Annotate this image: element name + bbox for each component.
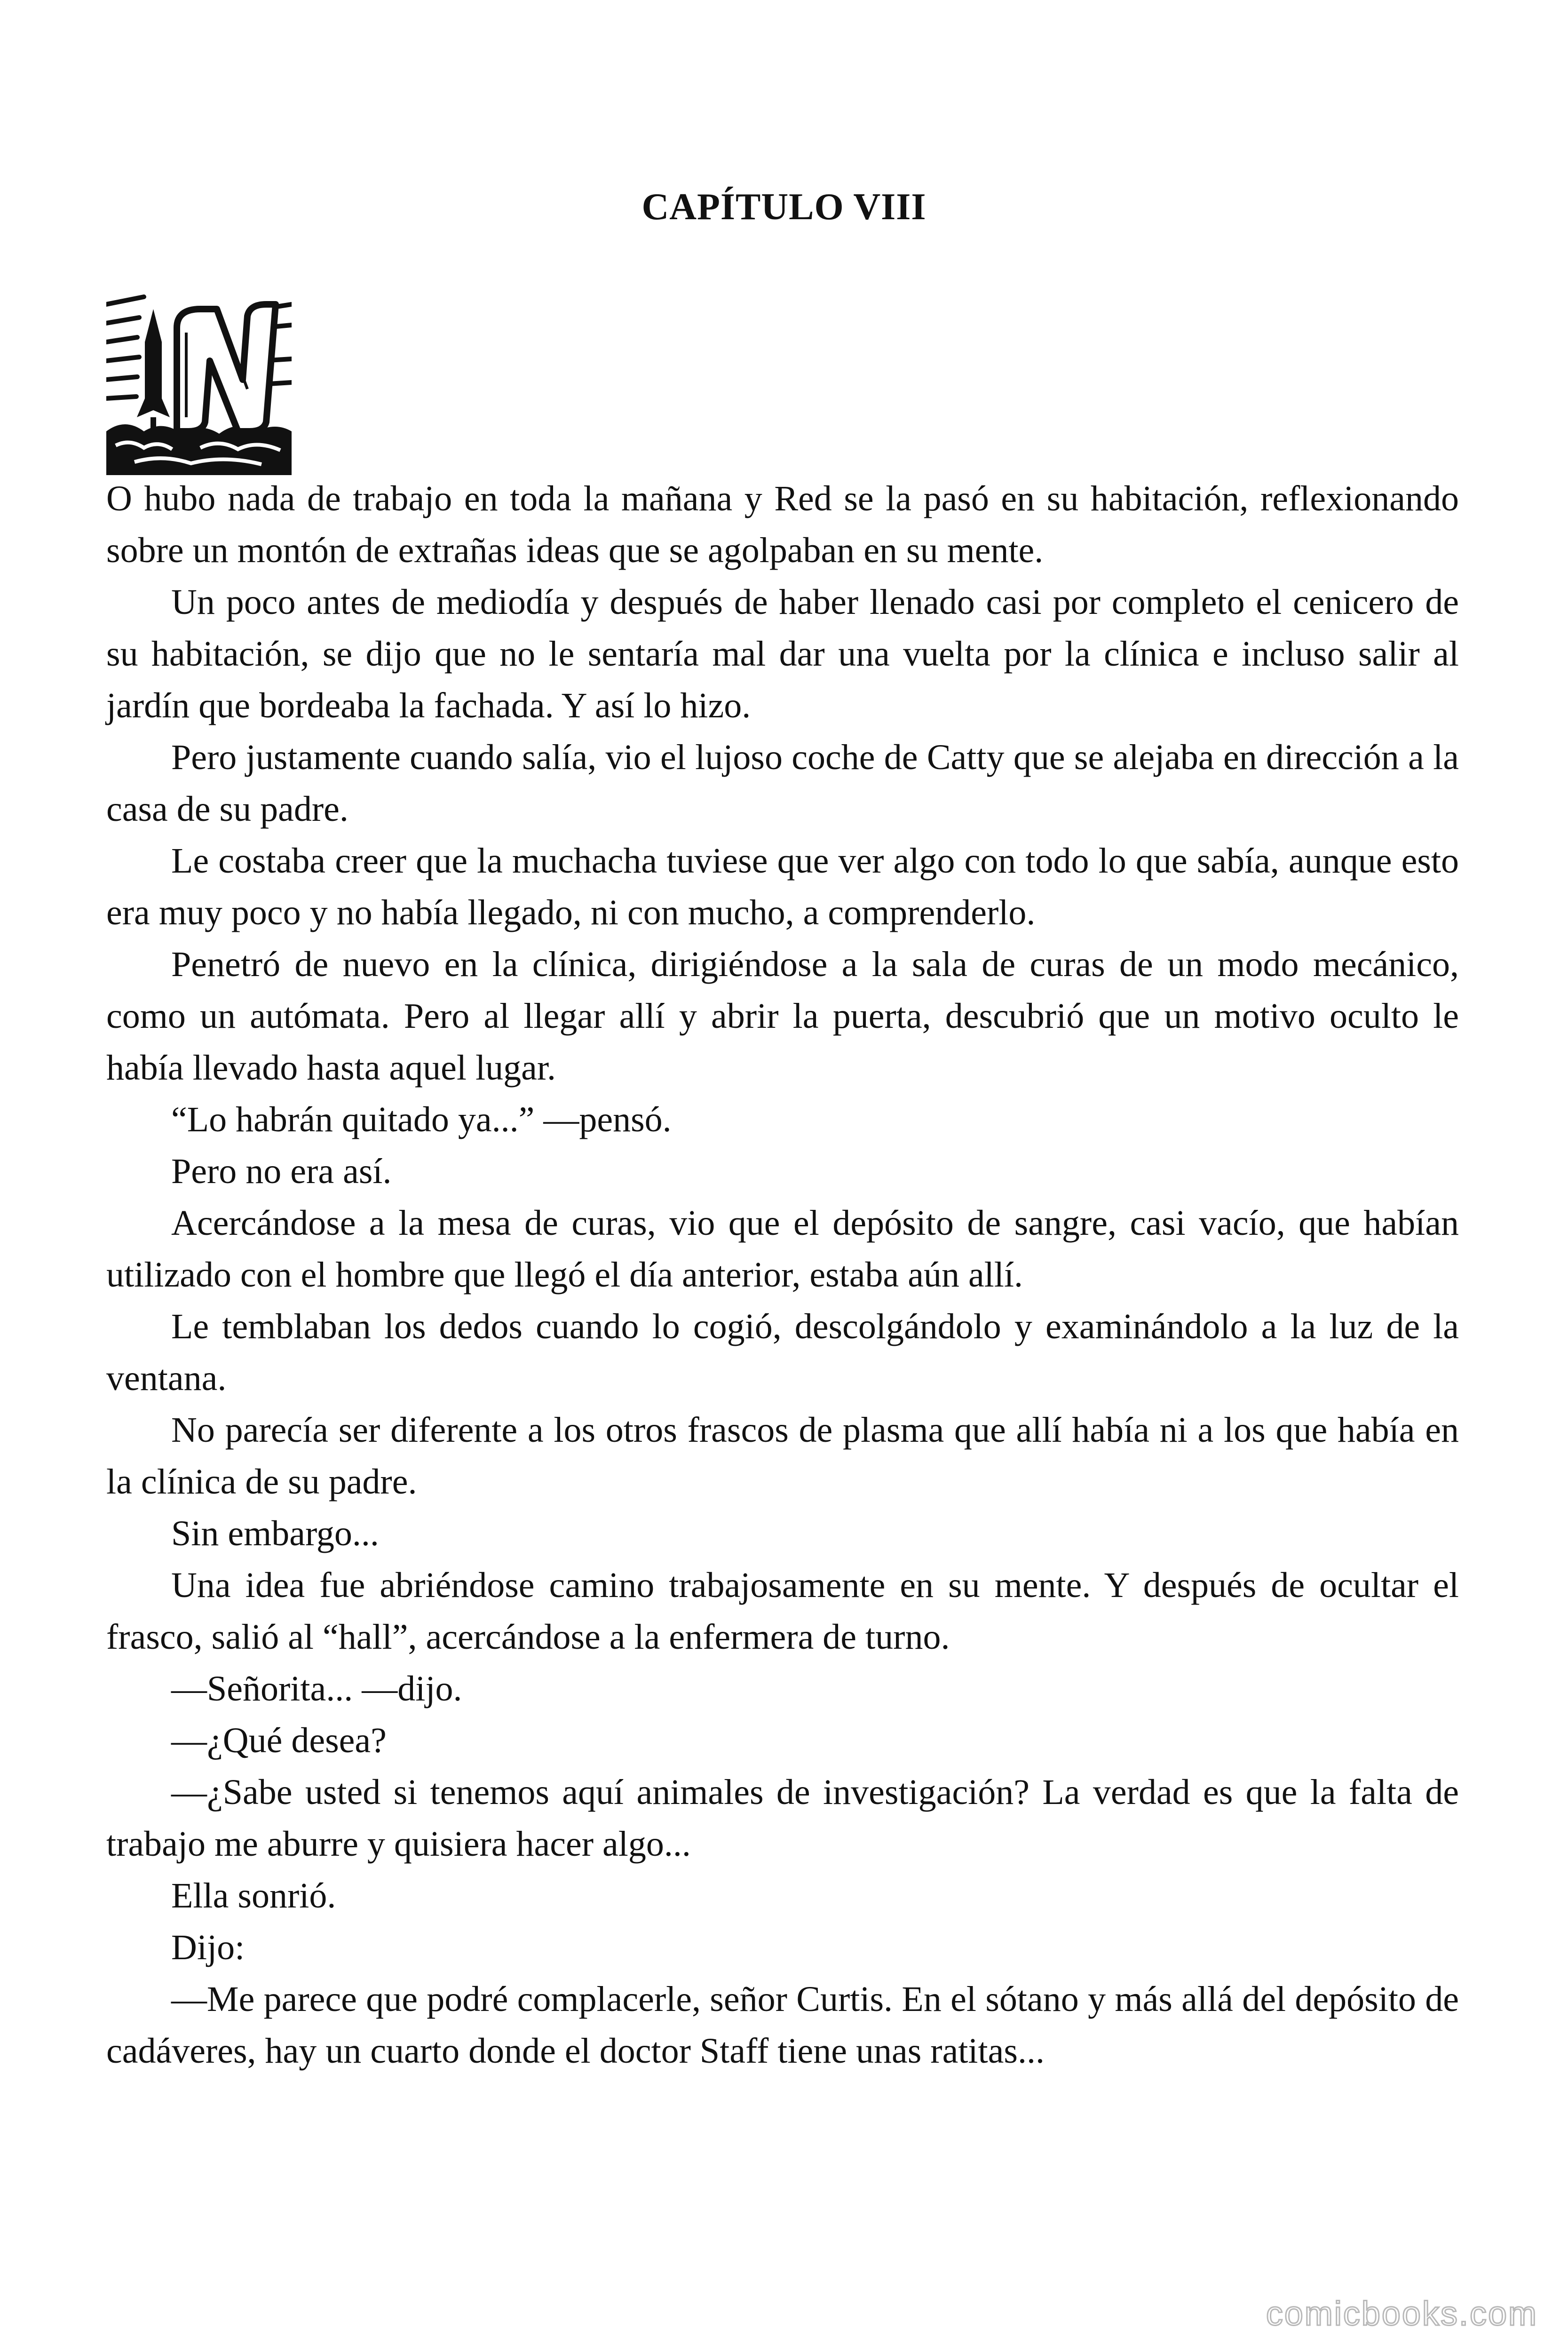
watermark: comicbooks.com xyxy=(1266,2295,1538,2333)
paragraph: Un poco antes de mediodía y después de haber llenado casi por completo el cenicero de su habitación, se dijo que no le sentaría mal dar una vuelta por la clínica e incluso salir al jardín que bordeaba la fachada. Y así lo hizo. xyxy=(106,582,1459,725)
paragraph: O hubo nada de trabajo en toda la mañana y Red se la pasó en su habitación, reflexionando sobre un montón de extrañas ideas que se agolpaban en su mente. xyxy=(106,479,1459,570)
paragraph: Sin embargo... xyxy=(171,1514,379,1553)
paragraph: —¿Sabe usted si tenemos aquí animales de investigación? La verdad es que la falta de trabajo me aburre y quisiera hacer algo... xyxy=(106,1772,1459,1864)
paragraph: Una idea fue abriéndose camino trabajosamente en su mente. Y después de ocultar el frasco, salió al “hall”, acercándose a la enfermera de turno. xyxy=(106,1565,1459,1657)
paragraph: —Me parece que podré complacerle, señor Curtis. En el sótano y más allá del depósito de cadáveres, hay un cuarto donde el doctor Staff tiene unas ratitas... xyxy=(106,1979,1459,2071)
paragraph: Le costaba creer que la muchacha tuviese que ver algo con todo lo que sabía, aunque esto era muy poco y no había llegado, ni con mucho, a comprenderlo. xyxy=(106,841,1459,932)
paragraph: “Lo habrán quitado ya...” —pensó. xyxy=(171,1100,672,1139)
paragraph: Pero justamente cuando salía, vio el lujoso coche de Catty que se alejaba en dirección a la casa de su padre. xyxy=(106,738,1459,829)
drop-cap-rocket-illustration xyxy=(106,290,292,475)
paragraph: Acercándose a la mesa de curas, vio que el depósito de sangre, casi vacío, que habían utilizado con el hombre que llegó el día anterior, estaba aún allí. xyxy=(106,1203,1459,1295)
paragraph: Dijo: xyxy=(171,1928,245,1967)
paragraph: Le temblaban los dedos cuando lo cogió, descolgándolo y examinándolo a la luz de la ventana. xyxy=(106,1307,1459,1398)
chapter-title: CAPÍTULO VIII xyxy=(641,186,927,228)
paragraph: Penetró de nuevo en la clínica, dirigiéndose a la sala de curas de un modo mecánico, como un autómata. Pero al llegar allí y abrir la puerta, descubrió que un motivo oculto le había llevado hasta aquel lugar. xyxy=(106,945,1459,1088)
paragraph: Ella sonrió. xyxy=(171,1876,336,1915)
paragraph: —Señorita... —dijo. xyxy=(171,1669,462,1708)
paragraph: —¿Qué desea? xyxy=(171,1721,387,1760)
drop-cap-illustration xyxy=(106,290,292,475)
chapter-body xyxy=(106,473,1459,2077)
paragraph: No parecía ser diferente a los otros frascos de plasma que allí había ni a los que había en la clínica de su padre. xyxy=(106,1410,1459,1502)
paragraph: Pero no era así. xyxy=(171,1152,392,1191)
